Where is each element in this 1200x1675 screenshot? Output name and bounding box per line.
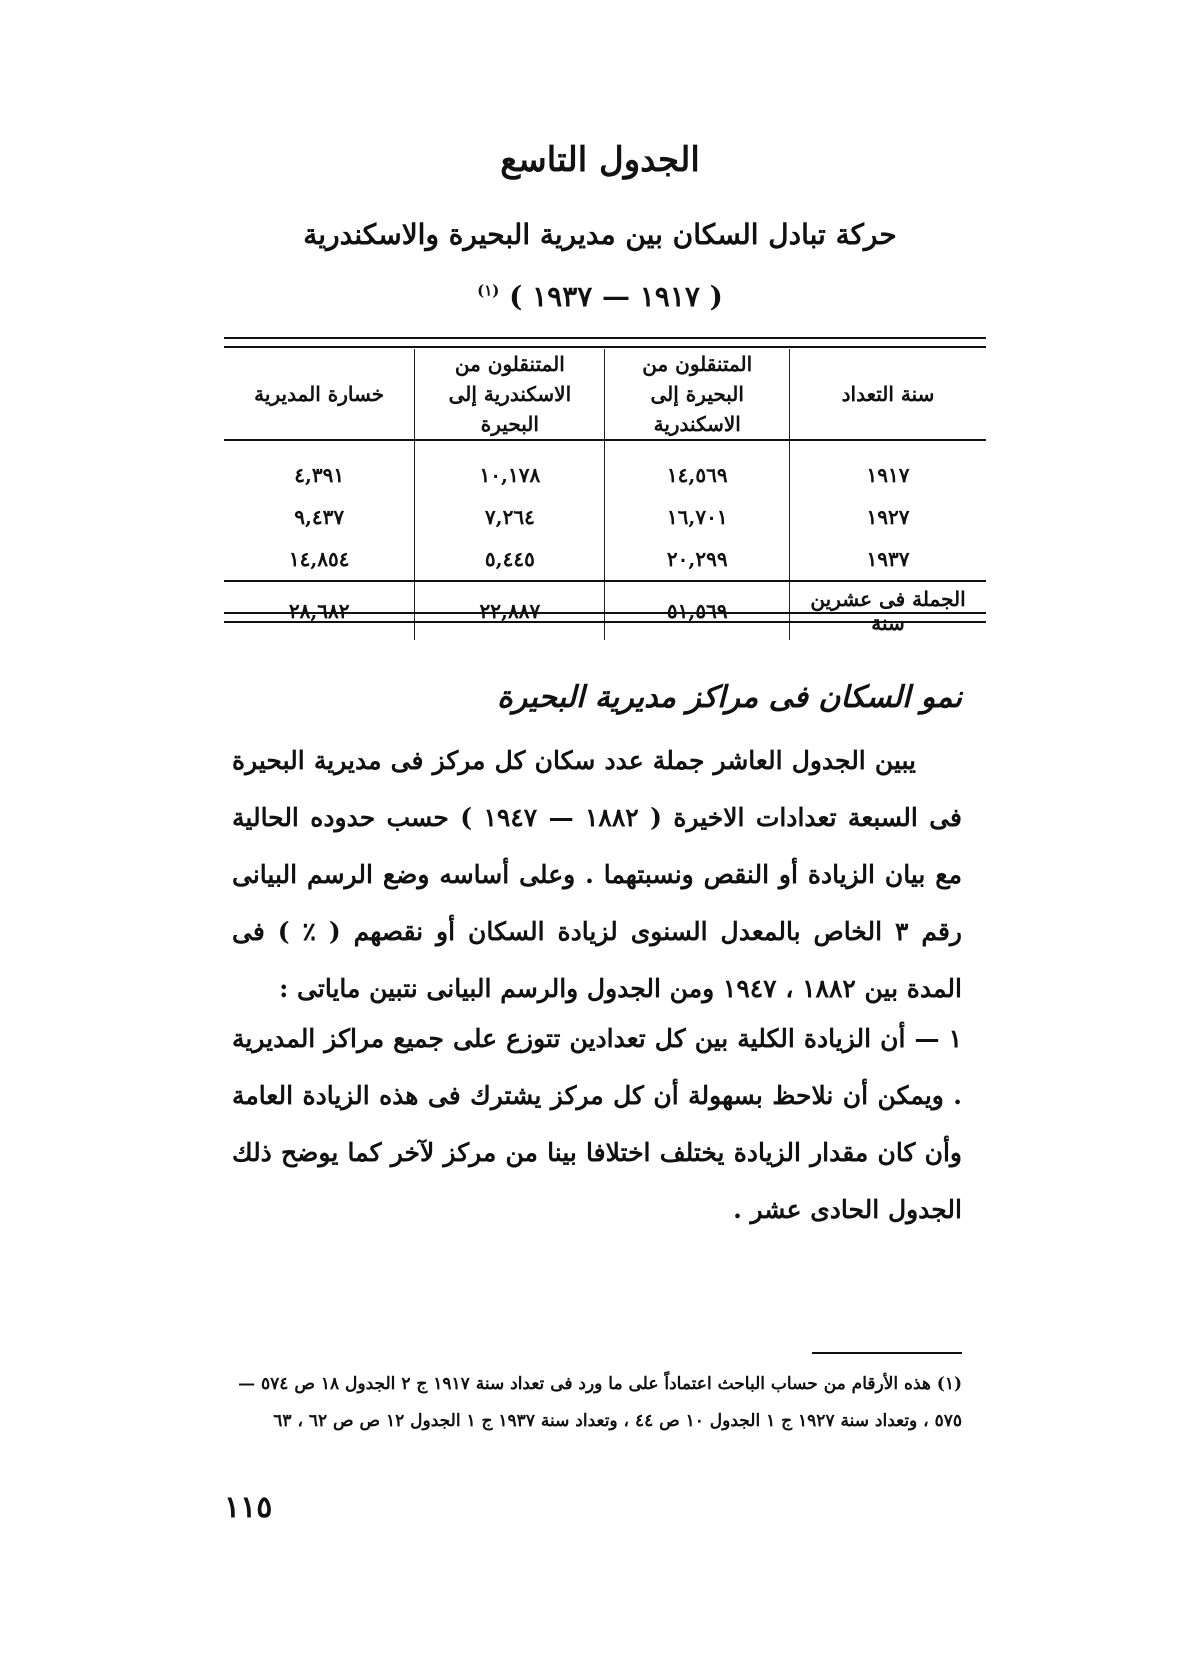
cell-year: ١٩٣٧ <box>866 547 910 571</box>
cell-from-alex: ١٠,١٧٨ <box>415 440 605 496</box>
table-top-rule <box>224 337 986 348</box>
cell-loss: ٤,٣٩١ <box>224 440 415 496</box>
cell-total-from-alex: ٢٢,٨٨٧ <box>415 581 605 640</box>
data-table <box>224 349 986 640</box>
body-paragraph-1: يبين الجدول العاشر جملة عدد سكان كل مركز فى مديرية البحيرة فى السبعة تعدادات الاخيرة ( ١٨٨٢ — ١٩٤٧ ) حسب حدوده الحالية مع بيان الزيادة أو النقص ونسبتهما . وعلى أساسه وضع الرسم البيانى رقم ٣ الخاص بالمعدل السنوى لزيادة السكان أو نقصهم ( ٪ ) فى المدة بين ١٨٨٢ ، ١٩٤٧ ومن الجدول والرسم البيانى نتبين ماياتى : <box>232 746 962 1003</box>
table-subtitle: حركة تبادل السكان بين مديرية البحيرة والاسكندرية <box>303 218 897 251</box>
cell-total-loss: ٢٨,٦٨٢ <box>224 581 415 640</box>
table-row <box>224 440 986 496</box>
header-from-alex: المتنقلون من الاسكندرية إلى البحيرة <box>415 349 605 440</box>
table-row <box>224 496 986 538</box>
cell-loss: ١٤,٨٥٤ <box>224 538 415 581</box>
cell-total-from-beheira: ٥١,٥٦٩ <box>605 581 790 640</box>
footnote-rule <box>812 1352 962 1354</box>
header-from-beheira: المتنقلون من البحيرة إلى الاسكندرية <box>605 349 790 440</box>
table-period <box>0 280 1200 313</box>
cell-from-beheira: ١٤,٥٦٩ <box>605 440 790 496</box>
table-title: الجدول التاسع <box>500 140 700 180</box>
cell-from-beheira: ١٦,٧٠١ <box>605 496 790 538</box>
header-year: سنة التعداد <box>790 349 986 440</box>
total-row <box>224 581 986 640</box>
cell-loss: ٩,٤٣٧ <box>224 496 415 538</box>
table-bottom-rule <box>224 612 986 623</box>
cell-year: ١٩٢٧ <box>866 505 910 529</box>
body-paragraph-2: ١ — أن الزيادة الكلية بين كل تعدادين تتوزع على جميع مراكز المديرية . ويمكن أن نلاحظ بسهولة أن كل مركز يشترك فى هذه الزيادة العامة وأن كان مقدار الزيادة يختلف اختلافا بينا من مركز لآخر كما يوضح ذلك الجدول الحادى عشر . <box>232 1024 962 1224</box>
cell-from-alex: ٧,٢٦٤ <box>415 496 605 538</box>
footnote-text: (١) هذه الأرقام من حساب الباحث اعتماداً على ما ورد فى تعداد سنة ١٩١٧ ج ٢ الجدول ١٨ ص ٥٧٤ — ٥٧٥ ، وتعداد سنة ١٩٢٧ ج ١ الجدول ١٠ ص ٤٤ ، وتعداد سنة ١٩٣٧ ج ١ الجدول ١٢ ص ص ٦٢ ، ٦٣ <box>238 1374 962 1431</box>
header-loss: خسارة المديرية <box>224 349 415 440</box>
table-row <box>224 538 986 581</box>
cell-total-label: الجملة فى عشرين سنة <box>790 581 986 640</box>
page-number: ١١٥ <box>224 1490 273 1525</box>
footnote-reference: (١) <box>477 281 500 300</box>
cell-year: ١٩١٧ <box>866 463 910 487</box>
cell-from-alex: ٥,٤٤٥ <box>415 538 605 581</box>
header-row <box>224 349 986 440</box>
section-heading: نمو السكان فى مراكز مديرية البحيرة <box>497 680 962 715</box>
period-text: ( ١٩١٧ — ١٩٣٧ ) <box>509 280 723 313</box>
cell-from-beheira: ٢٠,٢٩٩ <box>605 538 790 581</box>
